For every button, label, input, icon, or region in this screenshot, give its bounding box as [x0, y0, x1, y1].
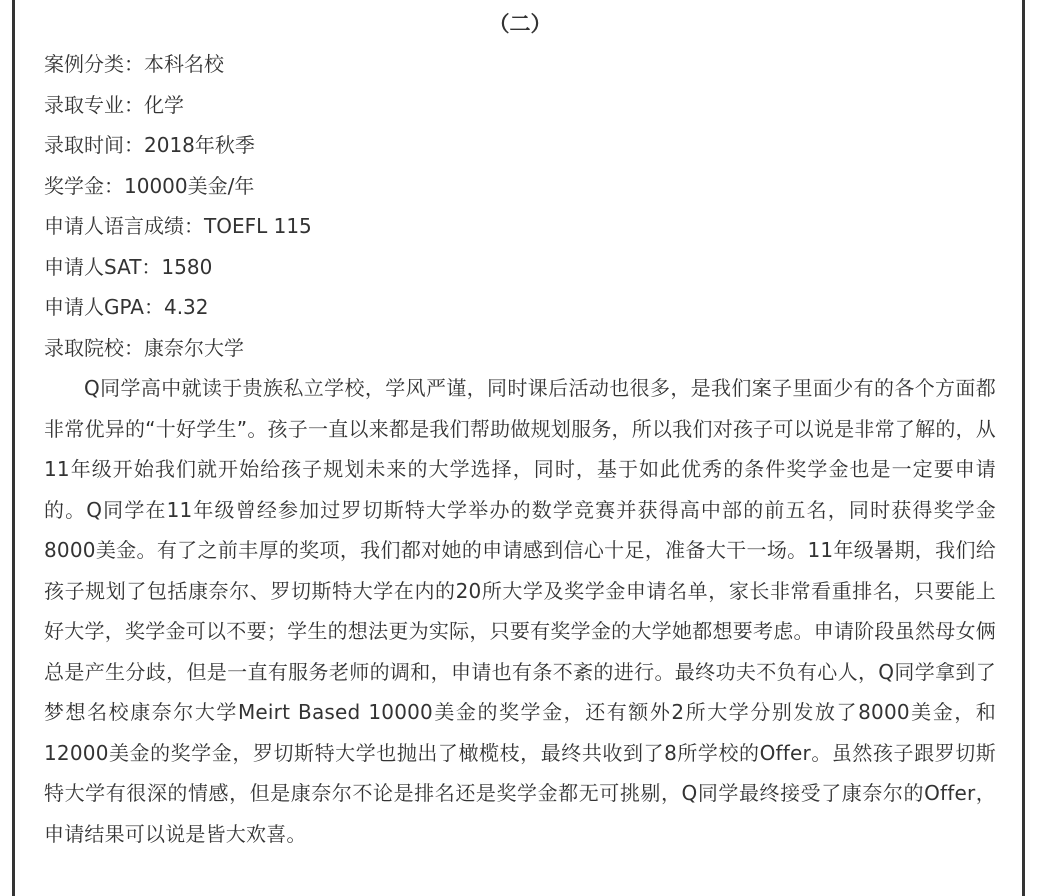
field-language-score — [44, 206, 996, 247]
field-value: 化学 — [144, 92, 184, 117]
field-label: 录取时间： — [44, 133, 144, 157]
field-value: 2018年秋季 — [144, 133, 255, 157]
field-value: 10000美金/年 — [124, 173, 255, 198]
field-value: 本科名校 — [144, 52, 224, 76]
field-label: 案例分类： — [44, 52, 144, 76]
field-label: 奖学金： — [44, 173, 124, 198]
field-value: 1580 — [161, 254, 213, 279]
field-label: 申请人语言成绩： — [44, 214, 204, 238]
field-label: 申请人GPA： — [44, 295, 164, 319]
field-label: 申请人SAT： — [44, 254, 162, 279]
field-admitted-school — [44, 328, 996, 369]
case-description-paragraph: Q同学高中就读于贵族私立学校，学风严谨，同时课后活动也很多，是我们案子里面少有的各个方面都非常优异的“十好学生”。孩子一直以来都是我们帮助做规划服务，所以我们对孩子可以说是非常了解的，从11年级开始我们就开始给孩子规划未来的大学选择，同时，基于如此优秀的条件奖学金也是一定要申请的。Q同学在11年级曾经参加过罗切斯特大学举办的数学竞赛并获得高中部的前五名，同时获得奖学金8000美金。有了之前丰厚的奖项，我们都对她的申请感到信心十足，准备大干一场。11年级暑期，我们给孩子规划了包括康奈尔、罗切斯特大学在内的20所大学及奖学金申请名单，家长非常看重排名，只要能上好大学，奖学金可以不要；学生的想法更为实际，只要有奖学金的大学她都想要考虑。申请阶段虽然母女俩总是产生分歧，但是一直有服务老师的调和，申请也有条不紊的进行。最终功夫不负有心人，Q同学拿到了梦想名校康奈尔大学Meirt Based 10000美金的奖学金，还有额外2所大学分别发放了8000美金，和12000美金的奖学金，罗切斯特大学也抛出了橄榄枝，最终共收到了8所学校的Offer。虽然孩子跟罗切斯特大学有很深的情感，但是康奈尔不论是排名还是奖学金都无可挑剔，Q同学最终接受了康奈尔的Offer，申请结果可以说是皆大欢喜。 — [44, 376, 996, 846]
field-case-category — [44, 44, 996, 85]
field-scholarship — [44, 166, 996, 207]
field-value: 4.32 — [163, 295, 209, 319]
field-admission-time — [44, 125, 996, 166]
field-value: TOEFL 115 — [204, 214, 312, 238]
field-sat — [44, 247, 996, 288]
field-gpa — [44, 287, 996, 328]
section-heading: （二） — [488, 12, 552, 36]
field-value: 康奈尔大学 — [144, 335, 244, 360]
field-label: 录取院校： — [44, 335, 144, 360]
case-study-content — [44, 4, 996, 854]
field-label: 录取专业： — [44, 92, 144, 117]
field-major — [44, 85, 996, 126]
